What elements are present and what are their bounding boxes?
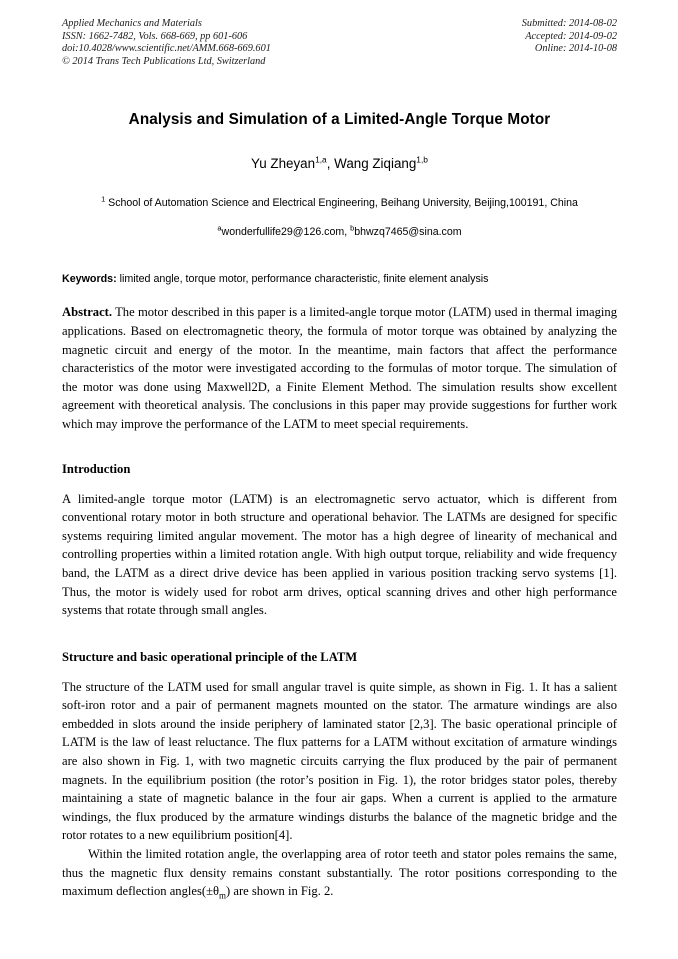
abstract-text: The motor described in this paper is a limited-angle torque motor (LATM) used in thermal imaging applications. Based on electromagnetic theory, the formula of motor torque was obtained by analyzing the magnetic circuit and energy of the motor. In the meantime, main factors that affect the performance characteristics of the motor were investigated according to the formulas of motor torque. The simulation of the motor was done using Maxwell2D, a Finite Element Method. The simulation results show excellent agreement with theoretical analysis. The conclusions in this paper may provide suggestions for further work which may improve the performance of the LATM to meet special requirements. — [62, 305, 617, 431]
email-address-2[interactable]: bhwzq7465@sina.com — [354, 226, 462, 239]
affiliation — [62, 195, 617, 212]
submitted-date: Submitted: 2014-08-02 — [521, 18, 617, 29]
journal-doi: doi:10.4028/www.scientific.net/AMM.668-669.601 — [62, 43, 271, 55]
email-separator: , — [344, 226, 351, 239]
author-sup-1: 1,a — [315, 154, 327, 165]
keywords-label: Keywords: — [62, 273, 117, 286]
email-sup-1: a — [217, 223, 222, 233]
email-sup-2: b — [350, 223, 355, 233]
abstract-paragraph — [62, 303, 617, 433]
page-content — [62, 18, 617, 901]
structure-paragraph-2-post: ) are shown in Fig. 2. — [226, 884, 334, 899]
accepted-date: Accepted: 2014-09-02 — [525, 30, 617, 42]
journal-issn-volume: ISSN: 1662-7482, Vols. 668-669, pp 601-606 — [62, 30, 248, 42]
email-address-1[interactable]: wonderfullife29@126.com — [221, 226, 345, 239]
structure-paragraph-2 — [62, 845, 617, 901]
affiliation-marker: 1 — [101, 194, 106, 204]
author-list — [62, 155, 617, 173]
author-emails — [62, 225, 617, 240]
page-title: Analysis and Simulation of a Limited-Angle Torque Motor — [128, 111, 551, 129]
author-name-2: Wang Ziqiang — [334, 156, 417, 172]
journal-header-right — [522, 18, 617, 56]
journal-header — [62, 18, 617, 68]
author-separator: , — [326, 156, 335, 172]
section-heading-introduction: Introduction — [62, 461, 131, 476]
introduction-paragraph: A limited-angle torque motor (LATM) is an electromagnetic servo actuator, which is different from conventional rotary motor in both structure and operational behavior. The LATMs are designed for specific systems requiring limited angular movement. The motor has a high degree of linearity of mechanical and controlling properties within a limited rotation angle. With high output torque, reliability and wide frequency band, the LATM as a direct drive device has been applied in various position tracking servo systems [1]. Thus, the motor is widely used for robot arm drives, optical scanning drives and other high performance systems that rotate through small angles. — [62, 491, 617, 618]
author-sup-2: 1,b — [416, 154, 428, 165]
structure-paragraph-2-pre: Within the limited rotation angle, the overlapping area of rotor teeth and stator poles remains the same, thus the magnetic flux density remains constant substantially. The rotor positions corresponding to the maximum deflection angles(±θ — [62, 847, 617, 899]
keywords-line — [62, 272, 617, 287]
affiliation-text: School of Automation Science and Electrical Engineering, Beihang University, Beijing,100191, China — [105, 197, 578, 210]
structure-paragraph-1: The structure of the LATM used for small angular travel is quite simple, as shown in Fig. 1. It has a salient soft-iron rotor and a pair of permanent magnets mounted on the stator. The armature windings are also embedded in slots around the inside periphery of laminated stator [2,3]. The basic operational principle of LATM is the law of least reluctance. The flux patterns for a LATM without excitation of armature windings are also shown in Fig. 1, with two magnetic circuits carrying the flux produced by the pair of permanent magnets. In the equilibrium position (the rotor’s position in Fig. 1), the rotor bridges stator poles, thereby maintaining a state of magnetic balance in the four air gaps. When a current is applied to the armature windings, the flux produced by the armature windings disturbs the balance of the magnetic bridge and the rotor rotates to a new equilibrium position[4]. — [62, 679, 617, 843]
theta-subscript: m — [219, 890, 227, 901]
author-name-1: Yu Zheyan — [251, 156, 316, 172]
journal-header-left — [62, 18, 271, 68]
section-heading-structure: Structure and basic operational principle of the LATM — [62, 649, 358, 664]
journal-name: Applied Mechanics and Materials — [62, 18, 202, 29]
abstract-label: Abstract. — [62, 305, 113, 320]
online-date: Online: 2014-10-08 — [534, 43, 617, 55]
journal-copyright: © 2014 Trans Tech Publications Ltd, Switzerland — [62, 55, 266, 67]
keywords-text: limited angle, torque motor, performance characteristic, finite element analysis — [116, 273, 489, 286]
